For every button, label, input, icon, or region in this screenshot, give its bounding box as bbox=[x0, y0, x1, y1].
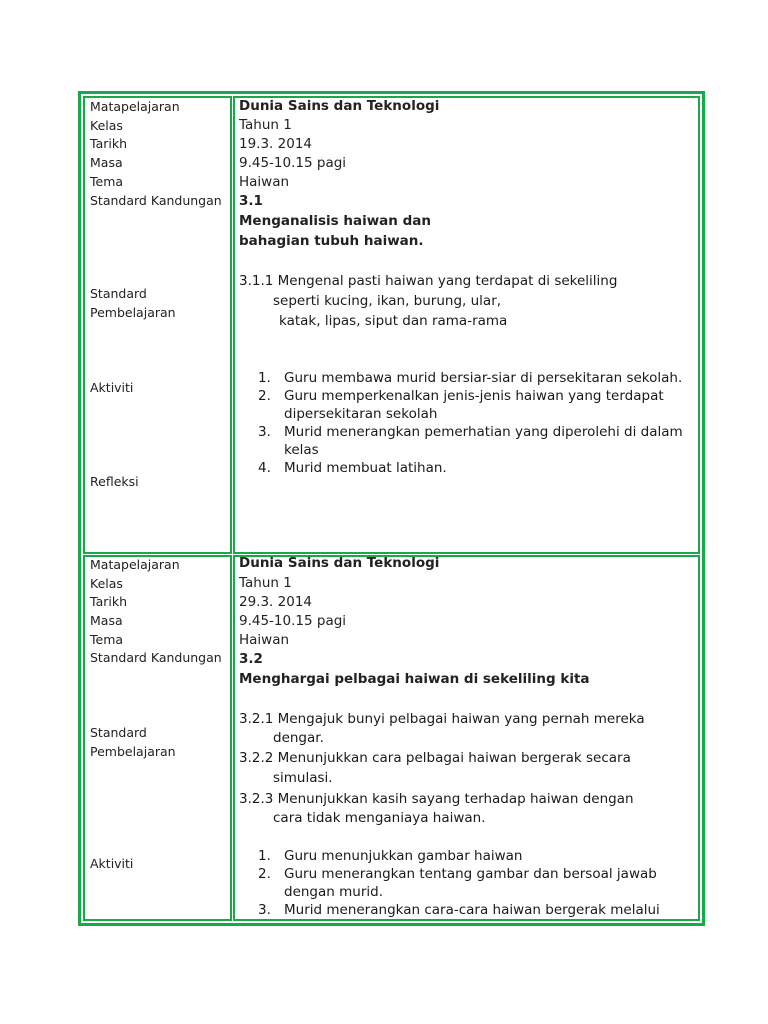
label-aktiviti: Aktiviti bbox=[90, 380, 134, 395]
list-item: 3. Murid menerangkan pemerhatian yang diperolehi di dalam kelas bbox=[258, 424, 683, 458]
lesson1-activity-list bbox=[258, 369, 683, 477]
lesson1-learning-line: katak, lipas, siput dan rama-rama bbox=[279, 313, 508, 329]
label-tarikh: Tarikh bbox=[90, 136, 127, 151]
lesson2-learning-line: 3.2.2 Menunjukkan cara pelbagai haiwan bergerak secara bbox=[239, 750, 631, 766]
lesson1-learning-line: 3.1.1 Mengenal pasti haiwan yang terdapat di sekeliling bbox=[239, 273, 618, 289]
lesson2-subject: Dunia Sains dan Teknologi bbox=[239, 555, 440, 571]
label-refleksi: Refleksi bbox=[90, 474, 139, 489]
label-masa: Masa bbox=[90, 155, 123, 170]
list-item: 1. Guru membawa murid bersiar-siar di persekitaran sekolah. bbox=[258, 370, 683, 386]
lesson2-content-code: 3.2 bbox=[239, 651, 263, 667]
label-pembelajaran: Pembelajaran bbox=[90, 744, 176, 759]
lesson1-content-line2: bahagian tubuh haiwan. bbox=[239, 233, 424, 249]
list-item: 3. Murid menerangkan cara-cara haiwan bergerak melalui bbox=[258, 902, 660, 918]
label-tarikh: Tarikh bbox=[90, 594, 127, 609]
lesson2-learning-line: 3.2.3 Menunjukkan kasih sayang terhadap haiwan dengan bbox=[239, 791, 634, 807]
lesson1-class: Tahun 1 bbox=[239, 117, 292, 133]
lesson2-learning-line: simulasi. bbox=[273, 770, 333, 786]
lesson1-date: 19.3. 2014 bbox=[239, 136, 312, 152]
lesson1-time: 9.45-10.15 pagi bbox=[239, 155, 347, 171]
lesson2-learning-line: dengar. bbox=[273, 730, 324, 746]
lesson2-class: Tahun 1 bbox=[239, 575, 292, 591]
list-item: 2. Guru menerangkan tentang gambar dan bersoal jawab dengan murid. bbox=[258, 866, 657, 900]
lesson2-theme: Haiwan bbox=[239, 632, 290, 648]
lesson1-learning-line: seperti kucing, ikan, burung, ular, bbox=[273, 293, 502, 309]
lesson2-learning-line: cara tidak menganiaya haiwan. bbox=[273, 810, 486, 826]
label-kelas: Kelas bbox=[90, 118, 123, 133]
label-tema: Tema bbox=[90, 632, 124, 647]
lesson2-learning-line: 3.2.1 Mengajuk bunyi pelbagai haiwan yang pernah mereka bbox=[239, 711, 645, 727]
label-standard-kandungan: Standard Kandungan bbox=[90, 193, 222, 208]
label-aktiviti: Aktiviti bbox=[90, 856, 134, 871]
label-standard: Standard bbox=[90, 286, 147, 301]
label-standard: Standard bbox=[90, 725, 147, 740]
lesson1-subject: Dunia Sains dan Teknologi bbox=[239, 98, 440, 114]
lesson2-date: 29.3. 2014 bbox=[239, 594, 312, 610]
lesson2-content-line1: Menghargai pelbagai haiwan di sekeliling kita bbox=[239, 671, 590, 687]
label-matapelajaran: Matapelajaran bbox=[90, 99, 180, 114]
list-item: 2. Guru memperkenalkan jenis-jenis haiwan yang terdapat dipersekitaran sekolah bbox=[258, 388, 664, 422]
lesson2-time: 9.45-10.15 pagi bbox=[239, 613, 347, 629]
label-tema: Tema bbox=[90, 174, 124, 189]
list-item: 1. Guru menunjukkan gambar haiwan bbox=[258, 848, 523, 864]
lesson1-theme: Haiwan bbox=[239, 174, 290, 190]
label-pembelajaran: Pembelajaran bbox=[90, 305, 176, 320]
lesson1-content-code: 3.1 bbox=[239, 193, 263, 209]
label-standard-kandungan: Standard Kandungan bbox=[90, 650, 222, 665]
lesson2-activity-list bbox=[258, 847, 660, 919]
label-matapelajaran: Matapelajaran bbox=[90, 557, 180, 572]
lesson1-content-line1: Menganalisis haiwan dan bbox=[239, 213, 431, 229]
list-item: 4. Murid membuat latihan. bbox=[258, 460, 447, 476]
label-kelas: Kelas bbox=[90, 576, 123, 591]
label-masa: Masa bbox=[90, 613, 123, 628]
